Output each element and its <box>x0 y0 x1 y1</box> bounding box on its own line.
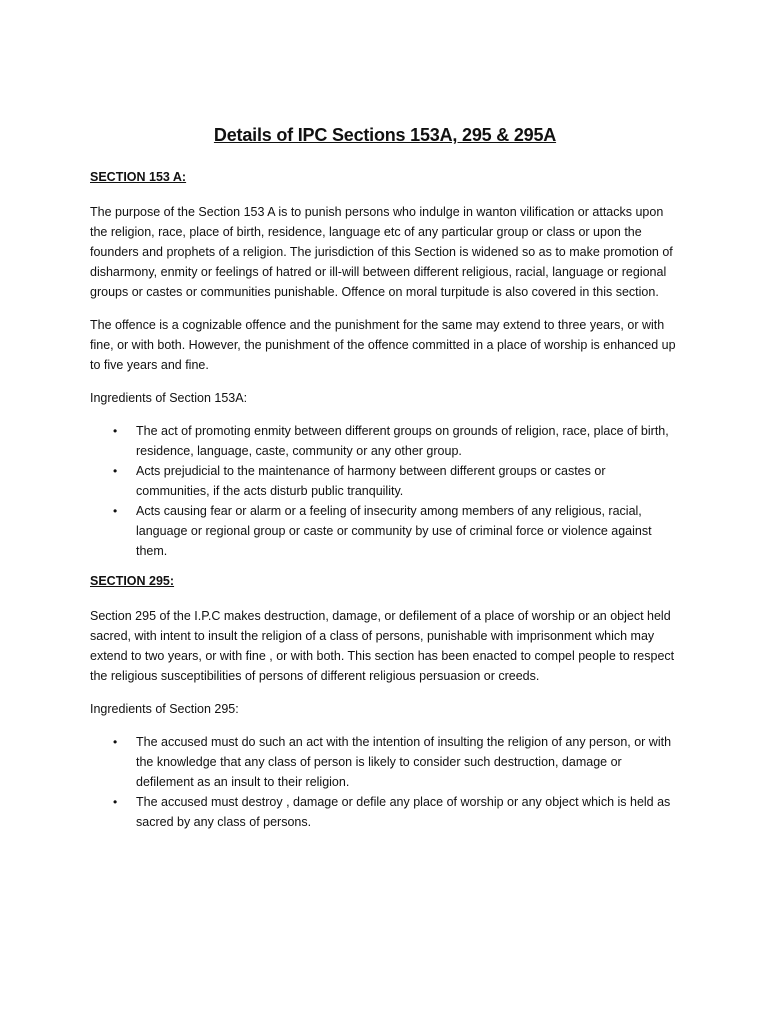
section-295-ingredients-list <box>90 732 680 832</box>
section-153a-purpose-paragraph: The purpose of the Section 153 A is to punish persons who indulge in wanton vilification or attacks upon the religion, race, place of birth, residence, language etc of any particular group or class or upon the founders and prophets of a religion. The jurisdiction of this Section is widened so as to make promotion of disharmony, enmity or feelings of hatred or ill-will between different religious, racial, language or regional groups or castes or communities punishable. Offence on moral turpitude is also covered in this section. <box>90 205 673 299</box>
list-item <box>113 461 680 501</box>
list-item-text: Acts prejudicial to the maintenance of harmony between different groups or castes or communities, if the acts disturb public tranquility. <box>136 464 606 498</box>
section-153a-punishment-paragraph: The offence is a cognizable offence and the punishment for the same may extend to three years, or with fine, or with both. However, the punishment of the offence committed in a place of worship is enhanced up to five years and fine. <box>90 318 676 372</box>
list-item <box>113 501 680 561</box>
list-item-text: The accused must do such an act with the intention of insulting the religion of any person, or with the knowledge that any class of person is likely to consider such destruction, damage or defilement as an insult to their religion. <box>136 735 672 789</box>
section-295-ingredients-label: Ingredients of Section 295: <box>90 702 239 716</box>
list-item-text: The accused must destroy , damage or defile any place of worship or any object which is held as sacred by any class of persons. <box>136 795 671 829</box>
bullet-icon: • <box>113 735 118 749</box>
bullet-icon: • <box>113 424 118 438</box>
section-153a-heading: SECTION 153 A: <box>90 170 187 184</box>
bullet-icon: • <box>113 464 118 478</box>
section-153a-ingredients-label: Ingredients of Section 153A: <box>90 391 248 405</box>
list-item <box>113 732 680 792</box>
bullet-icon: • <box>113 504 118 518</box>
bullet-icon: • <box>113 795 118 809</box>
list-item <box>113 792 680 832</box>
list-item-text: Acts causing fear or alarm or a feeling of insecurity among members of any religious, racial, language or regional group or caste or community by use of criminal force or violence against them. <box>136 504 652 558</box>
section-153a-ingredients-list <box>90 421 680 561</box>
section-295-heading: SECTION 295: <box>90 574 175 588</box>
list-item-text: The act of promoting enmity between different groups on grounds of religion, race, place of birth, residence, language, caste, community or any other group. <box>136 424 669 458</box>
section-295-paragraph: Section 295 of the I.P.C makes destruction, damage, or defilement of a place of worship or an object held sacred, with intent to insult the religion of a class of persons, punishable with imprisonment which may extend to two years, or with fine , or with both. This section has been enacted to compel people to respect the religious susceptibilities of persons of different religious persuasion or creeds. <box>90 609 675 683</box>
document-title: Details of IPC Sections 153A, 295 & 295A <box>213 125 557 145</box>
list-item <box>113 421 680 461</box>
